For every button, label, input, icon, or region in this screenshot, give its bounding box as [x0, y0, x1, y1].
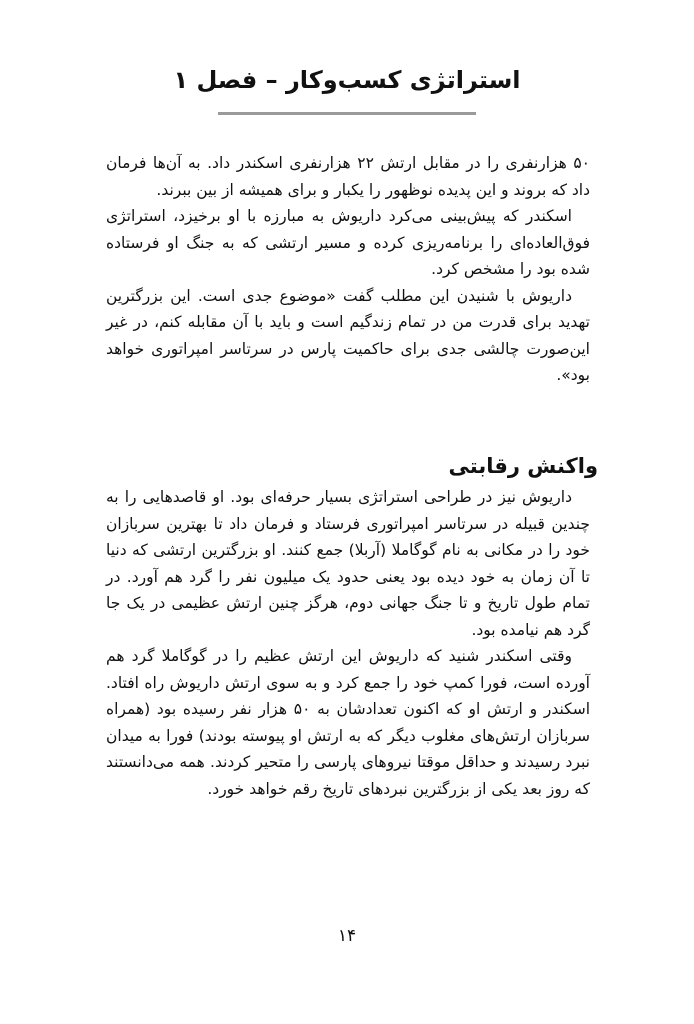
body-text-section	[106, 484, 590, 802]
paragraph: وقتی اسکندر شنید که داریوش این ارتش عظیم را در گوگاملا گرد هم آورده است، فورا کمپ خود را جمع کرد و به سوی ارتش داریوش راه افتاد. اسکندر و ارتش او که اکنون تعدادشان به ۵۰ هزار نفر رسیده بود (همراه سربازان ارتش‌های مغلوب دیگر که به ارتش او پیوسته بودند) فورا به میدان نبرد رسیدند و حداقل موقتا نیروهای پارسی را متحیر کردند. همه می‌دانستند که روز بعد یکی از بزرگترین نبردهای تاریخ رقم خواهد خورد.	[106, 647, 590, 798]
section-heading: واکنش رقابتی	[448, 454, 598, 478]
header-divider	[218, 112, 476, 115]
running-header	[0, 62, 694, 98]
body-text-intro	[106, 150, 590, 389]
paragraph: اسکندر که پیش‌بینی می‌کرد داریوش به مبارزه با او برخیزد، استراتژی فوق‌العاده‌ای را برنامه‌ریزی کرده و مسیر ارتشی که به جنگ او فرستاده شده بود را مشخص کرد.	[106, 207, 590, 278]
paragraph: داریوش با شنیدن این مطلب گفت «موضوع جدی است. این بزرگترین تهدید برای قدرت من در تمام زندگیم است و باید با آن مقابله کنم، در غیر این‌صورت چالشی جدی برای حاکمیت پارس در سرتاسر امپراتوری خواهد بود».	[106, 286, 590, 384]
paragraph: داریوش نیز در طراحی استراتژی بسیار حرفه‌ای بود. او قاصدهایی را به چندین قبیله در سرتاسر امپراتوری فرستاد و فرمان داد تا بهترین سربازان خود را در مکانی به نام گوگاملا (آربلا) جمع کنند. او بزرگترین ارتشی که دنیا تا آن زمان به خود دیده بود یعنی حدود یک میلیون نفر را گرد هم آورد. در تمام طول تاریخ و تا جنگ جهانی دوم، هرگز چنین ارتش عظیمی در یک جا گرد هم نیامده بود.	[106, 488, 590, 639]
paragraph: ۵۰ هزارنفری را در مقابل ارتش ۲۲ هزارنفری اسکندر داد. به آن‌ها فرمان داد که بروند و این پدیده نوظهور را یکبار و برای همیشه از بین ببرند.	[106, 154, 590, 199]
chapter-title: استراتژی کسب‌وکار – فصل ۱	[173, 66, 521, 94]
page-number: ۱۴	[337, 926, 357, 946]
